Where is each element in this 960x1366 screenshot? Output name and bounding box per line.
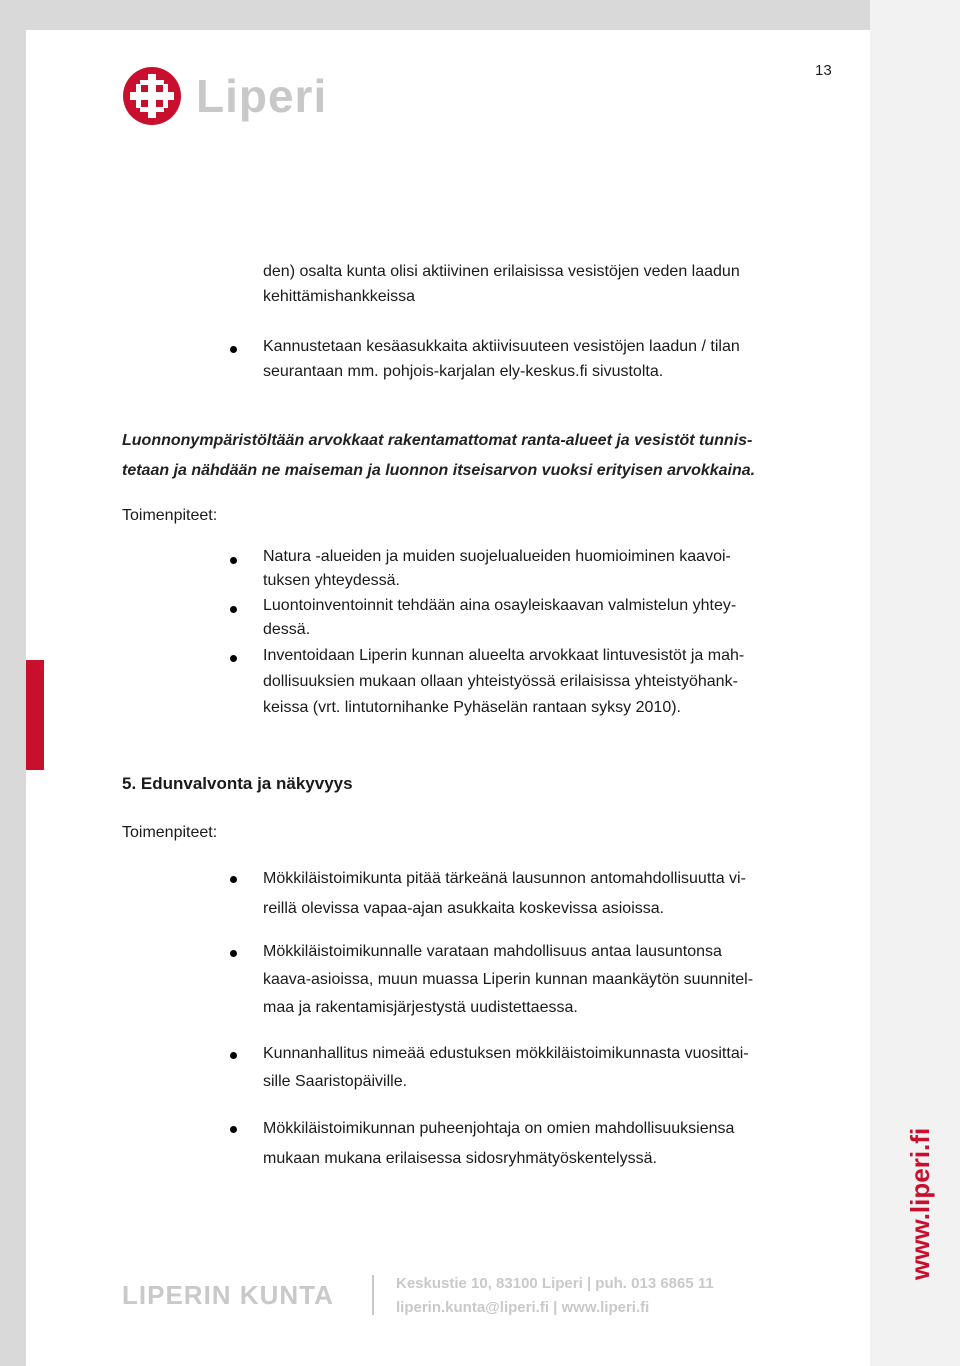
footer-contact: [396, 1272, 714, 1320]
list-item: [263, 334, 740, 384]
text-line: Mökkiläistoimikunta pitää tärkeänä lausunnon antomahdollisuutta vi-: [263, 870, 746, 887]
list-item: [263, 643, 744, 721]
text-line: Luontoinventoinnit tehdään aina osayleiskaavan valmistelun yhtey-: [263, 597, 737, 614]
bullet-icon: [230, 606, 237, 613]
text-line: kaava-asioissa, muun muassa Liperin kunnan maankäytön suunnitel-: [263, 971, 754, 988]
text-line: kehittämishankkeissa: [263, 288, 416, 305]
cross-emblem-icon: [122, 66, 182, 126]
text-line: Luonnonympäristöltään arvokkaat rakentamattomat ranta-alueet ja vesistöt tunnis-: [122, 432, 753, 449]
list-item: [263, 938, 753, 1022]
text-line: Mökkiläistoimikunnalle varataan mahdollisuus antaa lausuntonsa: [263, 943, 722, 960]
text-line: Natura -alueiden ja muiden suojelualueiden huomioiminen kaavoi-: [263, 548, 731, 565]
footer-email-web: liperin.kunta@liperi.fi | www.liperi.fi: [396, 1299, 650, 1316]
background-left: [0, 0, 26, 1366]
bullet-icon: [230, 655, 237, 662]
bullet-icon: [230, 346, 237, 353]
text-line: Inventoidaan Liperin kunnan alueelta arvokkaat lintuvesistöt ja mah-: [263, 647, 745, 664]
measures-label: Toimenpiteet:: [122, 507, 218, 524]
text-line: mukaan mukana erilaisessa sidosryhmätyöskentelyssä.: [263, 1150, 657, 1167]
bullet-icon: [230, 1126, 237, 1133]
text-line: dessä.: [263, 621, 311, 638]
nature-heading: [122, 426, 755, 486]
text-line: dollisuuksien mukaan ollaan yhteistyössä erilaisissa yhteistyöhank-: [263, 673, 738, 690]
footer-org-name: LIPERIN KUNTA: [122, 1280, 334, 1310]
text-line: tetaan ja nähdään ne maiseman ja luonnon itseisarvon vuoksi erityisen arvokkaina.: [122, 462, 756, 479]
list-item: [263, 545, 731, 593]
page-number: 13: [815, 62, 832, 79]
bullet-icon: [230, 950, 237, 957]
bullet-icon: [230, 557, 237, 564]
logo-wordmark: Liperi: [196, 70, 328, 122]
vertical-website-url: www.liperi.fi: [905, 1127, 935, 1280]
left-accent-bar: [26, 660, 44, 770]
footer-divider: [372, 1275, 374, 1315]
section-heading: 5. Edunvalvonta ja näkyvyys: [122, 774, 353, 793]
list-item: [263, 594, 736, 642]
list-item: [263, 1114, 734, 1174]
liperi-logo: [122, 66, 327, 126]
text-line: Kannustetaan kesäasukkaita aktiivisuuteen vesistöjen laadun / tilan: [263, 338, 740, 355]
text-line: tuksen yhteydessä.: [263, 572, 400, 589]
text-line: maa ja rakentamisjärjestystä uudistettaessa.: [263, 999, 578, 1016]
text-line: reillä olevissa vapaa-ajan asukkaita koskevissa asioissa.: [263, 900, 665, 917]
text-line: keissa (vrt. lintutornihanke Pyhäselän rantaan syksy 2010).: [263, 699, 681, 716]
text-line: Mökkiläistoimikunnan puheenjohtaja on omien mahdollisuuksiensa: [263, 1120, 735, 1137]
list-item: [263, 1040, 749, 1096]
text-line: sille Saaristopäiville.: [263, 1073, 408, 1090]
measures-label: Toimenpiteet:: [122, 824, 218, 841]
continued-paragraph: [263, 259, 740, 309]
text-line: Kunnanhallitus nimeää edustuksen mökkiläistoimikunnasta vuosittai-: [263, 1045, 749, 1062]
footer-address: Keskustie 10, 83100 Liperi | puh. 013 6865 11: [396, 1275, 714, 1292]
bullet-icon: [230, 1052, 237, 1059]
text-line: seurantaan mm. pohjois-karjalan ely-keskus.fi sivustolta.: [263, 363, 664, 380]
list-item: [263, 864, 746, 924]
text-line: den) osalta kunta olisi aktiivinen erilaisissa vesistöjen veden laadun: [263, 263, 740, 280]
background-top: [0, 0, 960, 30]
bullet-icon: [230, 876, 237, 883]
